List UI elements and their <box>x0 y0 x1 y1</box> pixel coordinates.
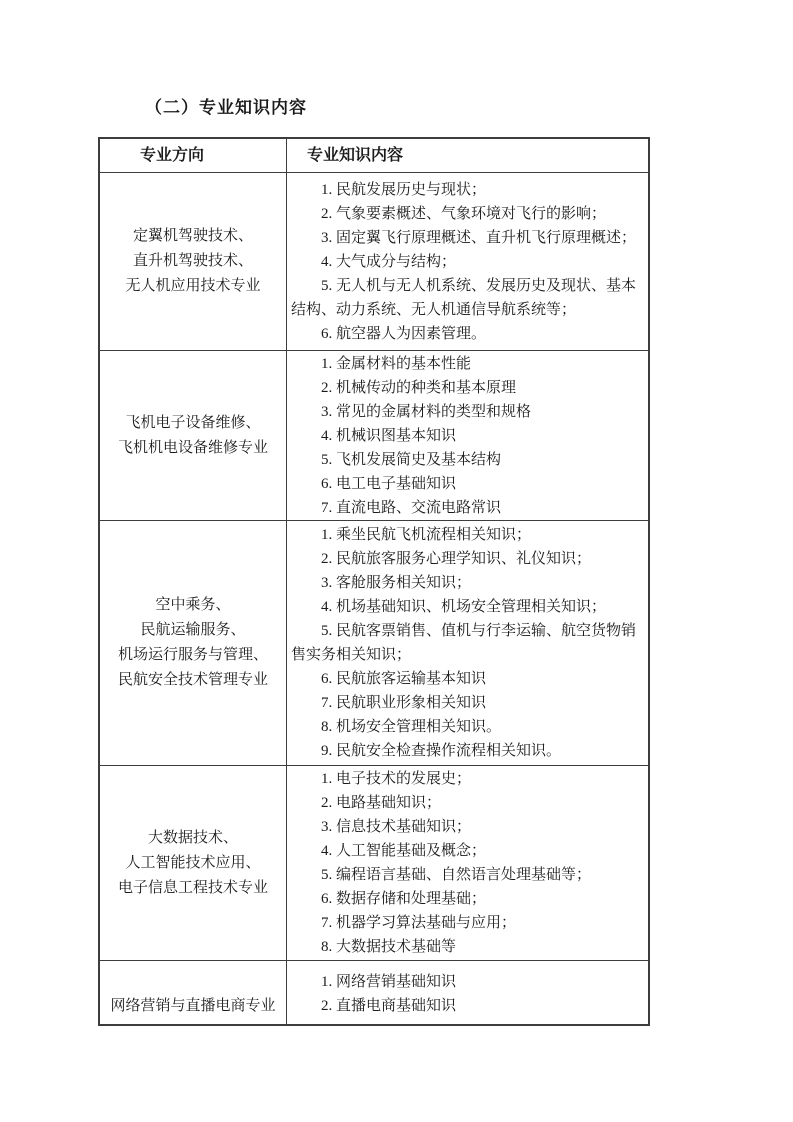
major-line: 直升机驾驶技术、 <box>132 253 253 269</box>
major-line: 民航安全技术管理专业 <box>117 672 268 688</box>
major-line: 大数据技术、 <box>147 829 238 846</box>
knowledge-item: 4. 机械识图基本知识 <box>321 427 457 444</box>
knowledge-item: 2. 民航旅客服务心理学知识、礼仪知识； <box>321 551 592 567</box>
major-cell <box>100 173 287 350</box>
knowledge-item: 1. 电子技术的发展史； <box>321 771 472 787</box>
knowledge-item: 4. 人工智能基础及概念； <box>321 843 487 859</box>
knowledge-item: 2. 电路基础知识； <box>321 795 442 811</box>
knowledge-item: 5. 飞机发展简史及基本结构 <box>321 451 502 468</box>
table-row <box>100 172 648 350</box>
knowledge-item: 1. 金属材料的基本性能 <box>321 355 472 372</box>
knowledge-item: 7. 直流电路、交流电路常识 <box>321 499 502 516</box>
knowledge-item: 3. 固定翼飞行原理概述、直升机飞行原理概述； <box>321 229 637 246</box>
major-line: 飞机机电设备维修专业 <box>117 439 268 456</box>
column-header-major: 专业方向 <box>100 139 287 172</box>
major-cell <box>100 521 287 765</box>
table-row <box>100 350 648 520</box>
knowledge-item: 3. 常见的金属材料的类型和规格 <box>321 403 532 420</box>
major-line: 民航运输服务、 <box>140 622 246 638</box>
knowledge-item: 5. 民航客票销售、值机与行李运输、航空货物销售实务相关知识； <box>291 623 637 663</box>
knowledge-cell <box>287 766 648 960</box>
knowledge-item: 3. 客舱服务相关知识； <box>321 575 472 591</box>
knowledge-table <box>98 137 650 1026</box>
knowledge-item: 1. 网络营销基础知识 <box>321 974 457 990</box>
knowledge-item: 9. 民航安全检查操作流程相关知识。 <box>321 743 562 759</box>
knowledge-item: 7. 民航职业形象相关知识 <box>321 695 487 711</box>
table-row <box>100 960 648 1024</box>
table-row <box>100 765 648 960</box>
knowledge-item: 7. 机器学习算法基础与应用； <box>321 915 517 931</box>
knowledge-item: 8. 机场安全管理相关知识。 <box>321 719 502 735</box>
major-cell <box>100 766 287 960</box>
knowledge-item: 8. 大数据技术基础等 <box>321 939 457 955</box>
knowledge-item: 6. 民航旅客运输基本知识 <box>321 671 487 687</box>
major-line: 飞机电子设备维修、 <box>125 414 261 431</box>
major-line: 电子信息工程技术专业 <box>117 879 268 896</box>
knowledge-cell <box>287 173 648 350</box>
table-row <box>100 520 648 765</box>
knowledge-item: 5. 无人机与无人机系统、发展历史及现状、基本结构、动力系统、无人机通信导航系统等； <box>291 277 637 318</box>
major-line: 人工智能技术应用、 <box>125 854 261 871</box>
major-cell <box>100 351 287 520</box>
major-line: 机场运行服务与管理、 <box>117 647 268 663</box>
knowledge-item: 2. 机械传动的种类和基本原理 <box>321 379 517 396</box>
column-header-knowledge: 专业知识内容 <box>307 146 404 164</box>
table-header-row <box>100 139 648 172</box>
major-line: 定翼机驾驶技术、 <box>132 228 253 244</box>
knowledge-item: 4. 机场基础知识、机场安全管理相关知识； <box>321 599 607 615</box>
knowledge-item: 4. 大气成分与结构； <box>321 253 457 270</box>
knowledge-item: 1. 民航发展历史与现状； <box>321 181 487 198</box>
knowledge-item: 3. 信息技术基础知识； <box>321 819 472 835</box>
knowledge-item: 2. 气象要素概述、气象环境对飞行的影响； <box>321 205 607 222</box>
knowledge-item: 6. 航空器人为因素管理。 <box>321 325 487 342</box>
knowledge-item: 6. 电工电子基础知识 <box>321 475 457 492</box>
knowledge-cell <box>287 961 648 1024</box>
section-heading: （二）专业知识内容 <box>145 98 307 117</box>
knowledge-cell <box>287 521 648 765</box>
knowledge-cell <box>287 351 648 520</box>
knowledge-item: 5. 编程语言基础、自然语言处理基础等； <box>321 867 592 883</box>
knowledge-item: 2. 直播电商基础知识 <box>321 998 457 1014</box>
major-cell <box>100 961 287 1024</box>
major-line: 空中乘务、 <box>155 597 231 613</box>
knowledge-item: 6. 数据存储和处理基础； <box>321 891 487 907</box>
knowledge-item: 1. 乘坐民航飞机流程相关知识； <box>321 527 532 543</box>
major-line: 无人机应用技术专业 <box>125 278 261 294</box>
major-line: 网络营销与直播电商专业 <box>110 998 276 1014</box>
